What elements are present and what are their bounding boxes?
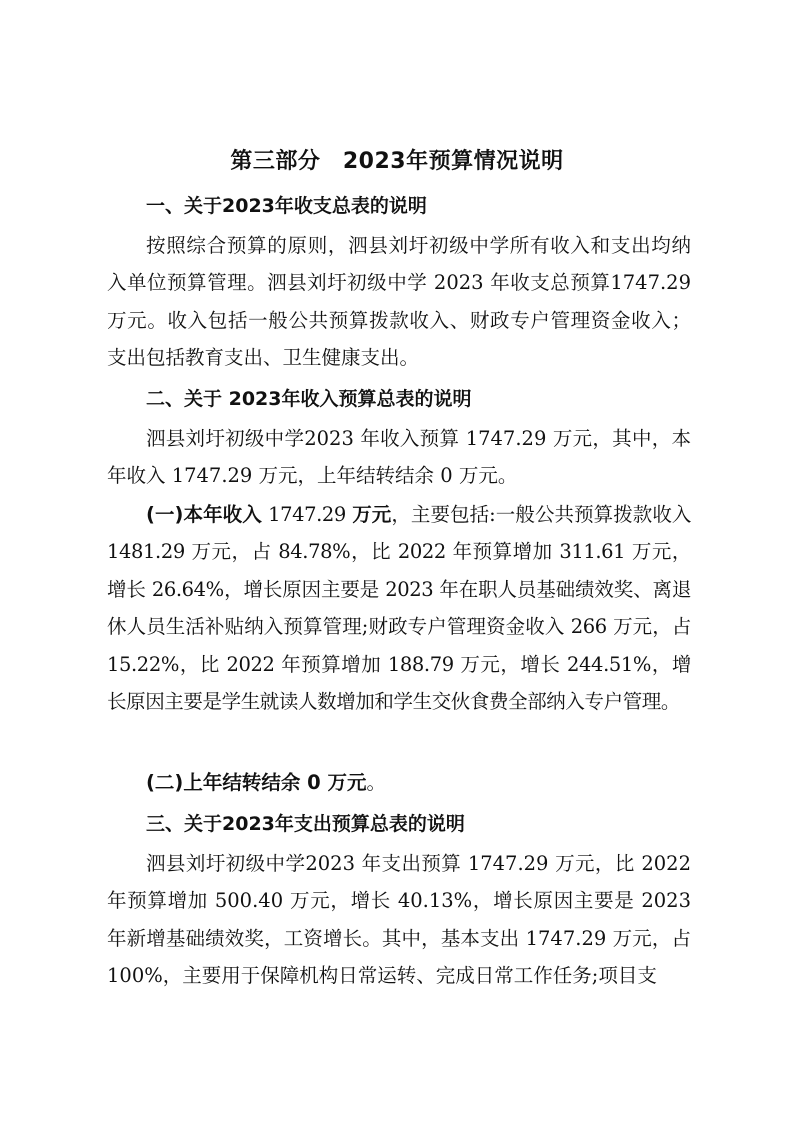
current-year-income-paragraph <box>107 496 691 720</box>
page-title: 第三部分 2023年预算情况说明 <box>230 149 564 174</box>
section-1-paragraph: 按照综合预算的原则，泗县刘圩初级中学所有收入和支出均纳入单位预算管理。泗县刘圩初级中学 2023 年收支总预算1747.29 万元。收入包括一般公共预算拨款收入、财政专户管理资金收入；支出包括教育支出、卫生健康支出。 <box>107 234 691 370</box>
current-year-income-unit: 万元 <box>352 503 392 526</box>
carryover-paragraph <box>107 764 691 801</box>
carryover-label: (二)上年结转结余 0 万元 <box>146 771 367 794</box>
current-year-income-label: (一)本年收入 <box>146 503 262 526</box>
current-year-income-text: ，主要包括:一般公共预算拨款收入 1481.29 万元，占 84.78%，比 2022 年预算增加 311.61 万元，增长 26.64%，增长原因主要是 2023 年在职人员基础绩效奖、离退休人员生活补贴纳入预算管理;财政专户管理资金收入 266 万元，占 15.22%，比 2022 年预算增加 188.79 万元，增长 244.51%，增长原因主要是学生就读人数增加和学生交伙食费全部纳入专户管理。 <box>107 503 692 714</box>
current-year-income-amount: 1747.29 <box>261 503 353 526</box>
carryover-suffix: 。 <box>366 771 386 794</box>
section-3-paragraph: 泗县刘圩初级中学2023 年支出预算 1747.29 万元，比 2022 年预算增加 500.40 万元，增长 40.13%，增长原因主要是 2023 年新增基础绩效奖，工资增长。其中，基本支出 1747.29 万元，占 100%，主要用于保障机构日常运转、完成日常工作任务;项目支 <box>107 852 691 988</box>
section-heading-2: 二、关于 2023年收入预算总表的说明 <box>146 388 472 410</box>
section-2-paragraph: 泗县刘圩初级中学2023 年收入预算 1747.29 万元，其中，本年收入 1747.29 万元，上年结转结余 0 万元。 <box>107 427 691 488</box>
section-heading-3: 三、关于2023年支出预算总表的说明 <box>146 813 465 835</box>
section-heading-1: 一、关于2023年收支总表的说明 <box>146 195 427 217</box>
